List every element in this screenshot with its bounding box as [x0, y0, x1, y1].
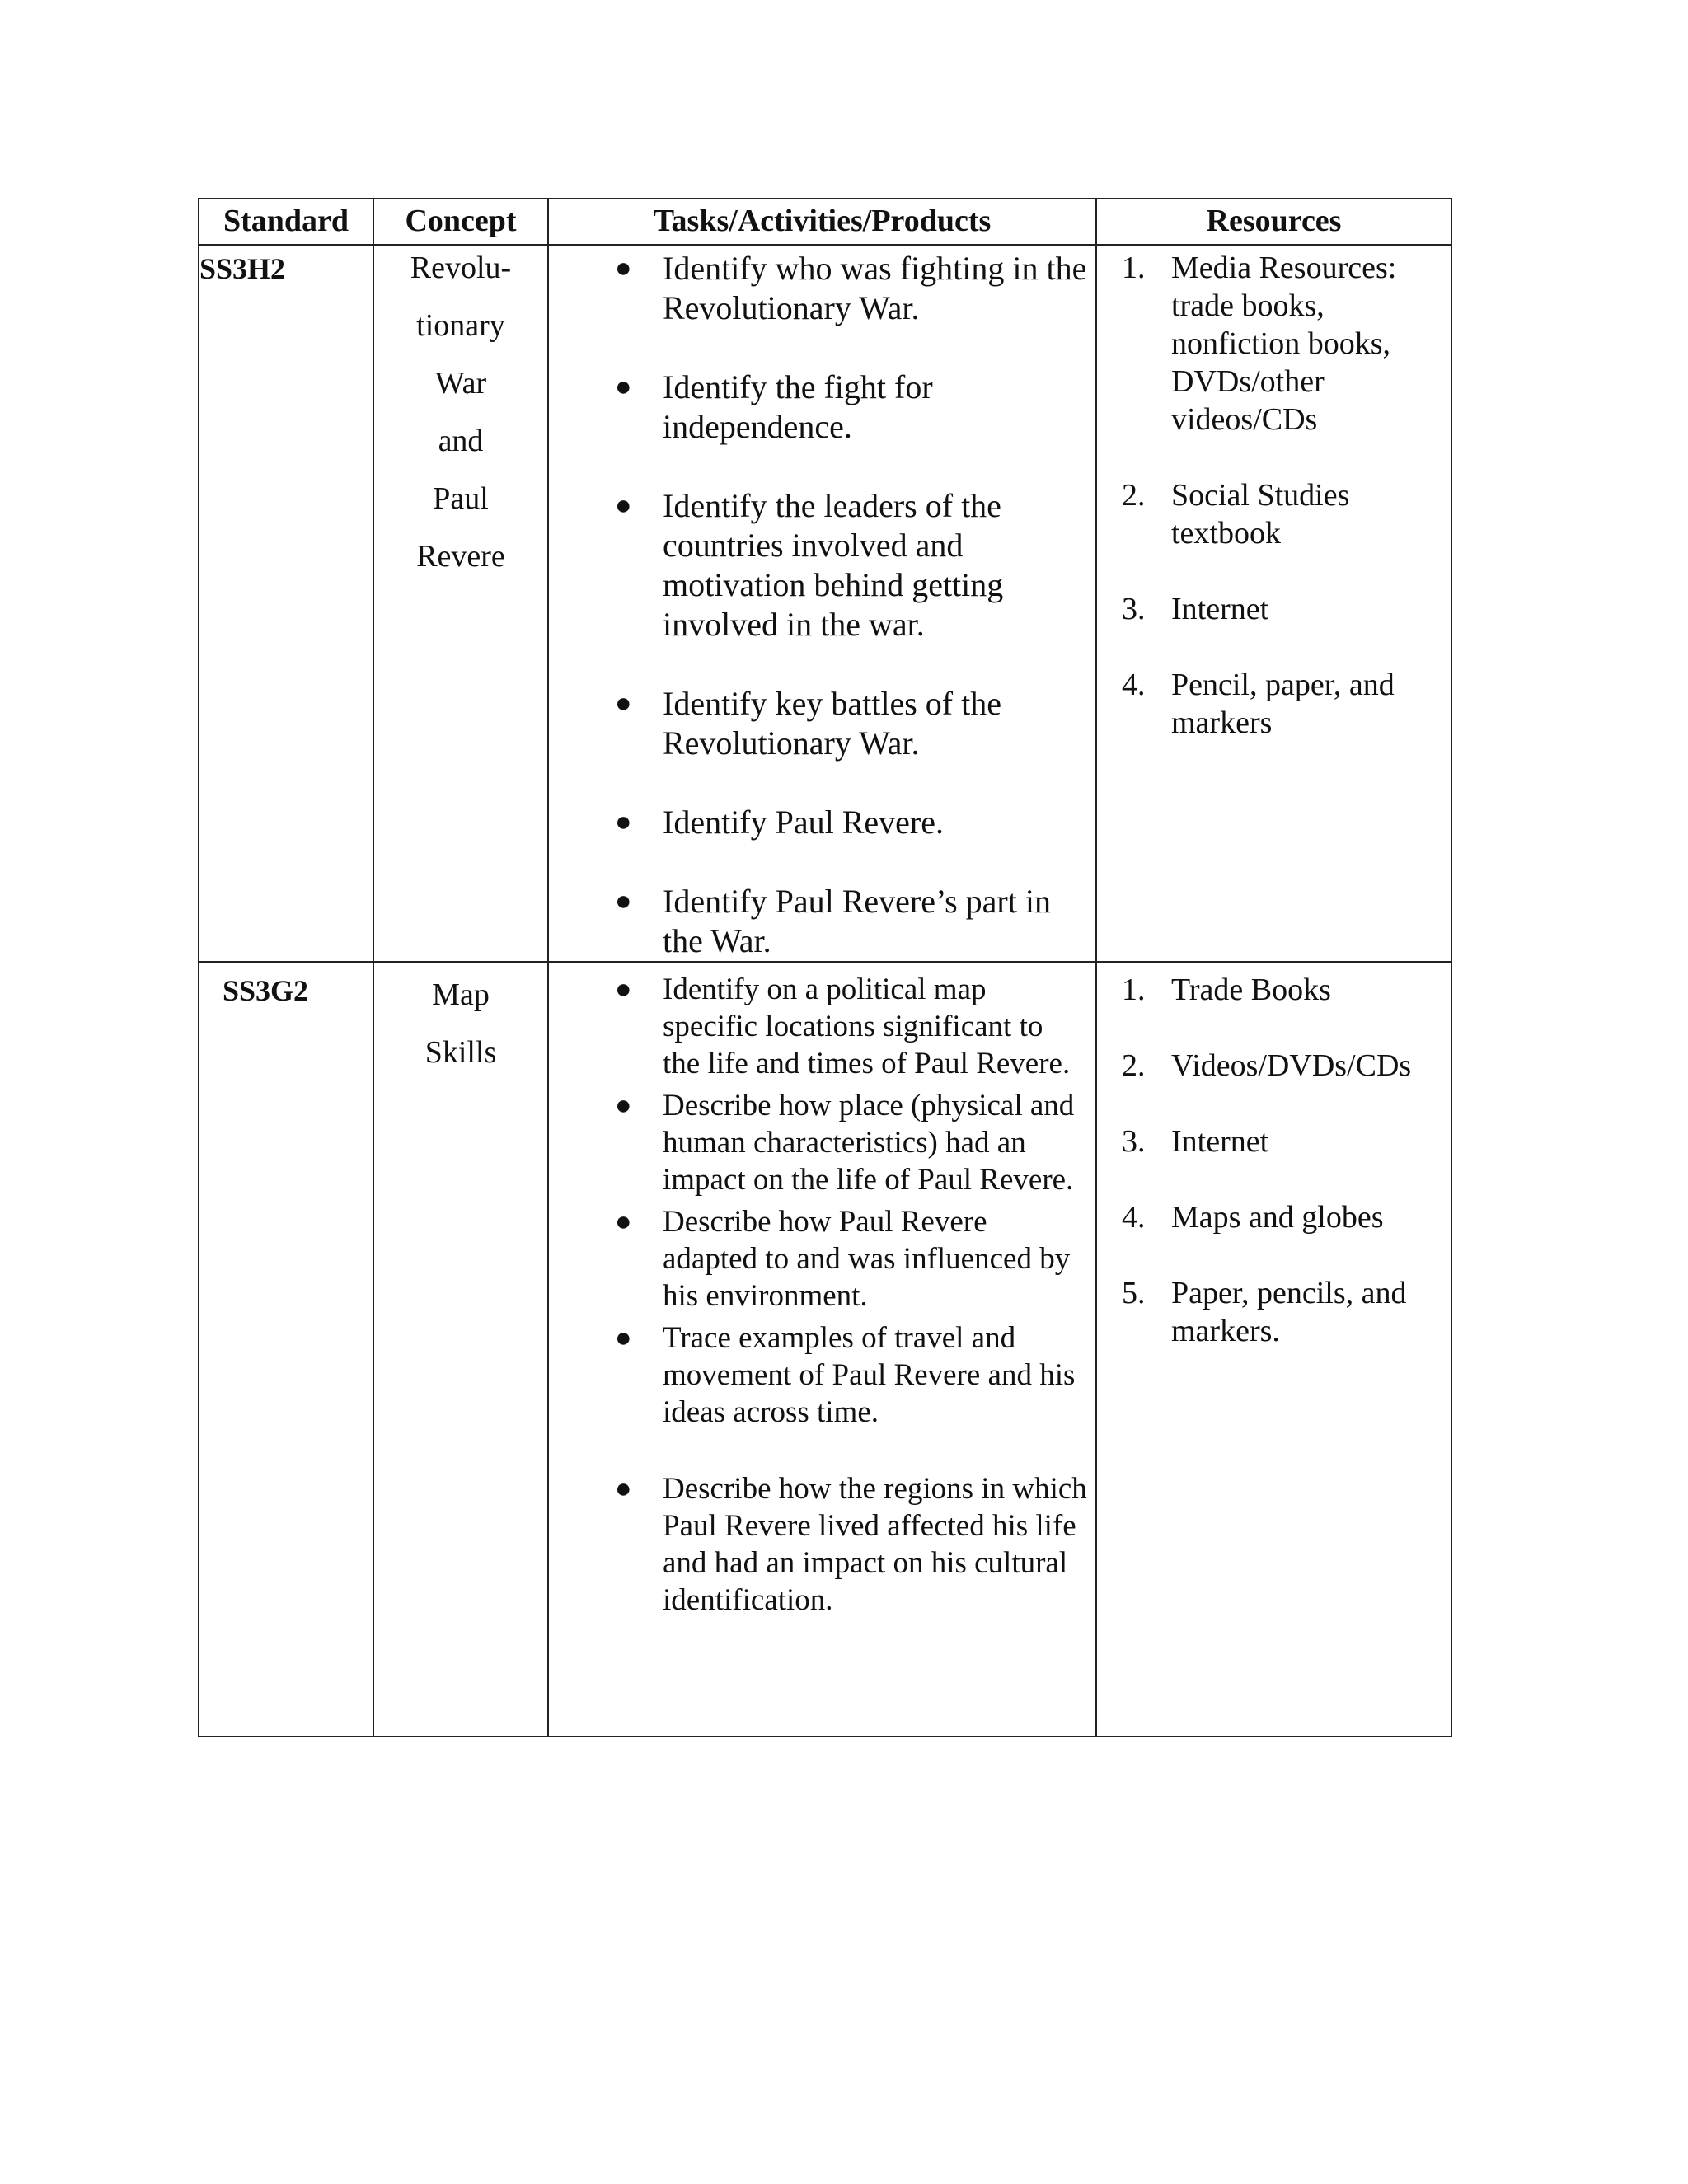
bullet-icon: ●	[615, 974, 632, 1005]
header-standard: Standard	[199, 199, 373, 245]
table-row	[199, 962, 1451, 1736]
resources-cell	[1096, 245, 1451, 962]
resource-text: Trade Books	[1171, 972, 1331, 1007]
table-row	[199, 245, 1451, 962]
tasks-cell	[548, 962, 1096, 1736]
resource-text: Media Resources: trade books, nonfiction books, DVDs/other videos/CDs	[1171, 251, 1397, 437]
task-item	[549, 882, 1087, 961]
bullet-icon: ●	[615, 253, 632, 284]
resource-item: 2. Videos/DVDs/CDs	[1122, 1048, 1412, 1083]
task-item	[549, 803, 1087, 842]
task-text: Describe how the regions in which Paul Revere lived affected his life and had an impact on his cultural identification.	[663, 1472, 1087, 1617]
tasks-list	[549, 963, 1095, 1619]
standard-code: SS3H2	[199, 245, 373, 962]
resource-text: Paper, pencils, and markers.	[1171, 1276, 1407, 1348]
resources-cell	[1096, 962, 1451, 1736]
concept-cell	[373, 245, 548, 962]
resource-item: 3. Internet	[1122, 1124, 1269, 1159]
task-item	[549, 249, 1087, 328]
resources-list	[1097, 246, 1451, 742]
concept-line: War	[434, 366, 487, 401]
resource-text: Videos/DVDs/CDs	[1171, 1048, 1412, 1083]
concept-line: Paul	[433, 481, 489, 516]
concept-cell	[373, 962, 548, 1736]
concept-line: Revolu-	[410, 251, 512, 285]
task-item	[549, 368, 1087, 447]
standard-code: SS3G2	[199, 962, 373, 1736]
bullet-icon: ●	[615, 372, 632, 402]
concept-line: and	[438, 424, 484, 458]
task-text: Describe how Paul Revere adapted to and was influenced by his environment.	[663, 1205, 1071, 1313]
task-item	[549, 684, 1087, 763]
bullet-icon: ●	[615, 1323, 632, 1353]
resource-item: 4. Maps and globes	[1122, 1200, 1384, 1235]
task-item	[549, 971, 1087, 1082]
bullet-icon: ●	[615, 886, 632, 916]
bullet-icon: ●	[615, 1207, 632, 1237]
bullet-icon: ●	[615, 807, 632, 837]
task-text: Identify the leaders of the countries involved and motivation behind getting involved in the war.	[663, 487, 1004, 643]
task-text: Identify on a political map specific locations significant to the life and times of Paul Revere.	[663, 972, 1071, 1080]
task-item	[549, 1470, 1087, 1619]
bullet-icon: ●	[615, 1474, 632, 1504]
resource-text: Social Studies textbook	[1171, 478, 1350, 551]
resource-text: Maps and globes	[1171, 1200, 1384, 1235]
bullet-icon: ●	[615, 490, 632, 521]
resources-list	[1097, 963, 1451, 1350]
concept-line: tionary	[416, 308, 505, 343]
task-item	[549, 1203, 1087, 1315]
resource-item: 1. Media Resources: trade books, nonfiction books, DVDs/other videos/CDs	[1122, 251, 1397, 437]
tasks-list	[549, 246, 1095, 961]
task-text: Identify who was fighting in the Revolutionary War.	[663, 250, 1087, 326]
concept-line: Revere	[416, 539, 505, 574]
resource-item: 3. Internet	[1122, 592, 1269, 626]
task-text: Identify Paul Revere.	[663, 804, 944, 841]
header-resources: Resources	[1096, 199, 1451, 245]
concept-line: Skills	[424, 1035, 497, 1070]
task-item	[549, 486, 1087, 644]
task-text: Describe how place (physical and human characteristics) had an impact on the life of Paul Revere.	[663, 1089, 1075, 1197]
bullet-icon: ●	[615, 1090, 632, 1121]
resource-item: 1. Trade Books	[1122, 972, 1331, 1007]
header-concept: Concept	[373, 199, 548, 245]
curriculum-table	[198, 198, 1452, 1737]
resource-text: Pencil, paper, and markers	[1171, 668, 1395, 740]
task-item	[549, 1319, 1087, 1431]
task-text: Trace examples of travel and movement of Paul Revere and his ideas across time.	[663, 1321, 1076, 1429]
resource-item: 2. Social Studies textbook	[1122, 478, 1350, 551]
header-tasks: Tasks/Activities/Products	[548, 199, 1096, 245]
resource-text: Internet	[1171, 592, 1269, 626]
tasks-cell	[548, 245, 1096, 962]
task-text: Identify Paul Revere’s part in the War.	[663, 883, 1051, 959]
task-item	[549, 1087, 1087, 1198]
header-row	[199, 199, 1451, 245]
task-text: Identify the fight for independence.	[663, 368, 933, 445]
bullet-icon: ●	[615, 688, 632, 719]
concept-line: Map	[432, 977, 490, 1012]
task-text: Identify key battles of the Revolutionary War.	[663, 685, 1001, 762]
resource-item: 5. Paper, pencils, and markers.	[1122, 1276, 1407, 1348]
resource-item: 4. Pencil, paper, and markers	[1122, 668, 1395, 740]
resource-text: Internet	[1171, 1124, 1269, 1159]
